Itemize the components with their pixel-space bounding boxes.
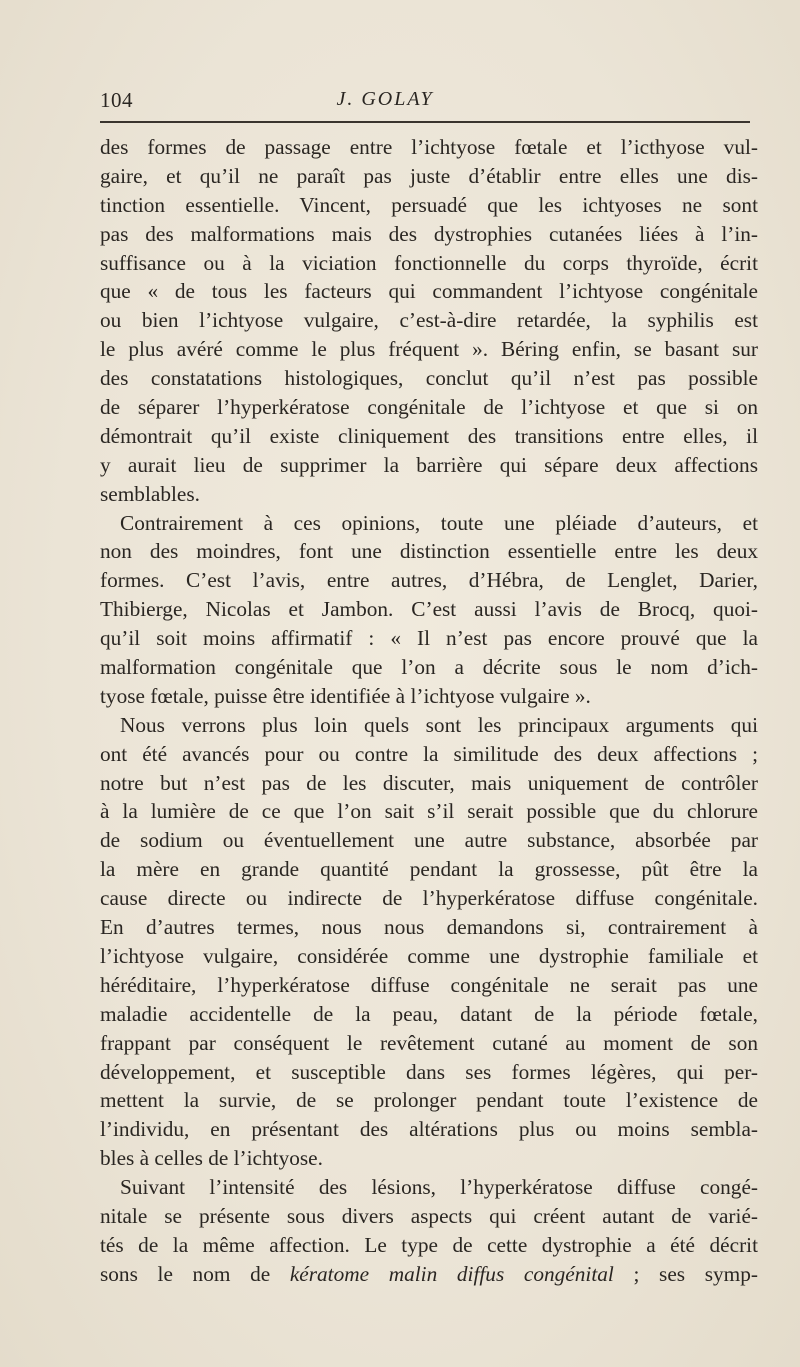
text-line: l’ichtyose vulgaire, considérée comme une dystrophie familiale et: [100, 943, 758, 968]
page-header: [100, 88, 750, 114]
running-head: J. GOLAY: [336, 88, 434, 110]
paragraph-end-line: semblables.: [100, 481, 200, 506]
text-line: cause directe ou indirecte de l’hyperkératose diffuse congénitale.: [100, 886, 758, 911]
text-line: y aurait lieu de supprimer la barrière qui sépare deux affections: [100, 452, 758, 477]
text-line: nitale se présente sous divers aspects qui créent autant de varié-: [100, 1203, 758, 1228]
text-line: le plus avéré comme le plus fréquent ». Béring enfin, se basant sur: [100, 337, 758, 362]
text-line: ont été avancés pour ou contre la similitude des deux affections ;: [100, 741, 758, 766]
text-line: des constatations histologiques, conclut qu’il n’est pas possible: [100, 366, 758, 391]
text-line: formes. C’est l’avis, entre autres, d’Hébra, de Lenglet, Darier,: [100, 568, 758, 593]
text-line: tinction essentielle. Vincent, persuadé que les ichtyoses ne sont: [100, 192, 758, 217]
final-text-line: [100, 1260, 758, 1289]
text-line: ou bien l’ichtyose vulgaire, c’est-à-dire retardée, la syphilis est: [100, 308, 758, 333]
paragraph-start-line: Suivant l’intensité des lésions, l’hyperkératose diffuse congé-: [120, 1175, 758, 1200]
text-line: notre but n’est pas de les discuter, mais uniquement de contrôler: [100, 770, 758, 795]
text-line: frappant par conséquent le revêtement cutané au moment de son: [100, 1030, 758, 1055]
text-line: tés de la même affection. Le type de cette dystrophie a été décrit: [100, 1232, 758, 1257]
paragraph-end-line: bles à celles de l’ichtyose.: [100, 1146, 323, 1171]
text-line: de sodium ou éventuellement une autre substance, absorbée par: [100, 828, 758, 853]
text-line: mettent la survie, de se prolonger pendant toute l’existence de: [100, 1088, 758, 1113]
text-line: gaire, et qu’il ne paraît pas juste d’établir entre elles une dis-: [100, 163, 758, 188]
text-line: à la lumière de ce que l’on sait s’il serait possible que du chlorure: [100, 799, 758, 824]
text-line: la mère en grande quantité pendant la grossesse, pût être la: [100, 857, 758, 882]
text-line: non des moindres, font une distinction essentielle entre les deux: [100, 539, 758, 564]
text-line: que « de tous les facteurs qui commandent l’ichtyose congénitale: [100, 279, 758, 304]
italic-term: kératome malin diffus congénital: [289, 1261, 614, 1286]
header-rule: [100, 121, 750, 123]
final-line-end: ; ses symp-: [613, 1261, 758, 1286]
text-line: En d’autres termes, nous nous demandons si, contrairement à: [100, 915, 758, 940]
paragraph-start-line: Contrairement à ces opinions, toute une pléiade d’auteurs, et: [120, 510, 758, 535]
text-line: malformation congénitale que l’on a décrite sous le nom d’ich-: [100, 655, 758, 680]
text-line: qu’il soit moins affirmatif : « Il n’est pas encore prouvé que la: [100, 626, 758, 651]
text-line: démontrait qu’il existe cliniquement des transitions entre elles, il: [100, 423, 758, 448]
text-line: développement, et susceptible dans ses formes légères, qui per-: [100, 1059, 758, 1084]
text-line: Thibierge, Nicolas et Jambon. C’est aussi l’avis de Brocq, quoi-: [100, 597, 758, 622]
text-line: des formes de passage entre l’ichtyose fœtale et l’icthyose vul-: [100, 135, 758, 159]
body-text: [100, 133, 758, 1289]
text-line: suffisance ou à la viciation fonctionnelle du corps thyroïde, écrit: [100, 250, 758, 275]
page-number: 104: [100, 88, 133, 112]
paragraph-start-line: Nous verrons plus loin quels sont les principaux arguments qui: [120, 712, 758, 737]
paragraph-end-line: tyose fœtale, puisse être identifiée à l’ichtyose vulgaire ».: [100, 683, 591, 708]
text-line: l’individu, en présentant des altérations plus ou moins sembla-: [100, 1117, 758, 1142]
text-line: pas des malformations mais des dystrophies cutanées liées à l’in-: [100, 221, 758, 246]
text-line: maladie accidentelle de la peau, datant de la période fœtale,: [100, 1001, 758, 1026]
text-line: héréditaire, l’hyperkératose diffuse congénitale ne serait pas une: [100, 972, 758, 997]
text-line: de séparer l’hyperkératose congénitale de l’ichtyose et que si on: [100, 395, 758, 420]
final-line-start: sons le nom de: [100, 1261, 290, 1286]
